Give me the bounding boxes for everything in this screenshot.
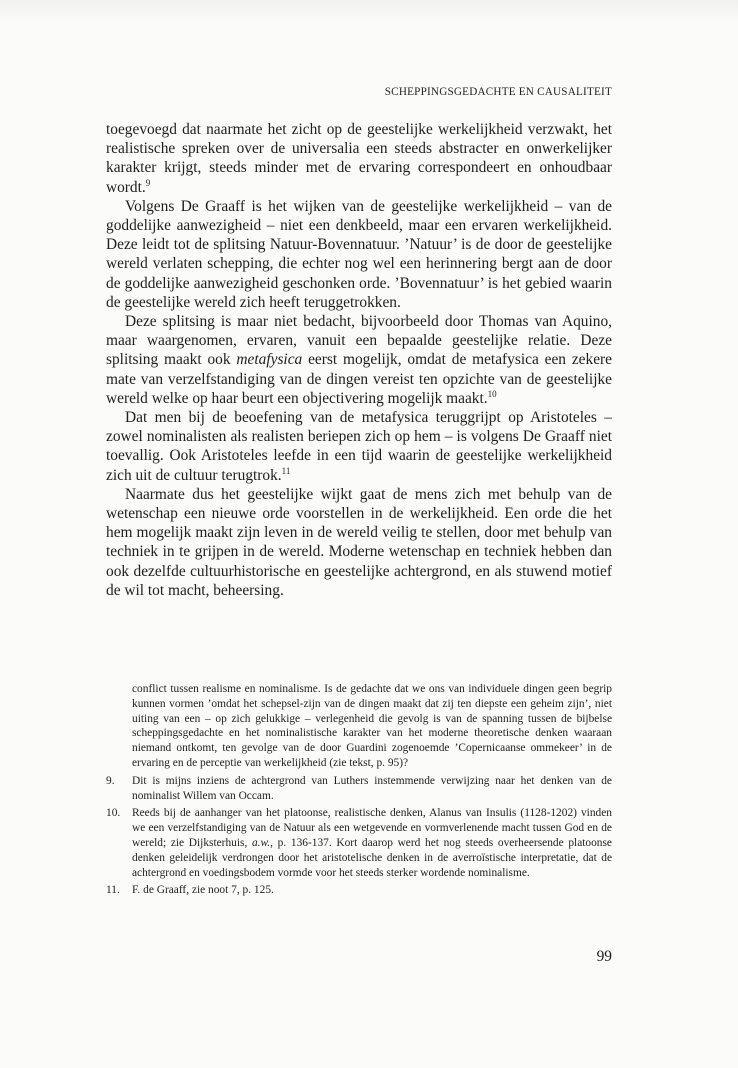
footnote <box>106 806 612 880</box>
footnote <box>106 774 612 804</box>
paragraph: Deze splitsing is maar niet bedacht, bijvoorbeeld door Thomas van Aquino, maar waargenomen, ervaren, vanuit een bepaalde geestelijke relatie. Deze splitsing maakt ook metafysica eerst mogelijk, omdat de metafysica een zekere mate van verzelfstandiging van de dingen vereist ten opzichte van de geestelijke wereld welke op haar beurt een objectivering mogelijk maakt.$^{10}$ <box>106 313 612 407</box>
main-text <box>106 120 612 600</box>
footnotes <box>106 682 612 901</box>
footnote-number: 11. <box>106 884 120 897</box>
paragraph: Naarmate dus het geestelijke wijkt gaat de mens zich met behulp van de wetenschap een nieuwe orde voorstellen in de werkelijkheid. Een orde die het hem mogelijk maakt zijn leven in de wereld veilig te stellen, door met behulp van techniek in te grijpen in de wereld. Moderne wetenschap en techniek hebben dan ook dezelfde cultuurhistorische en geestelijke achtergrond, en als stuwend motief de wil tot macht, beheersing. <box>106 485 612 599</box>
footnote-text: Dit is mijns inziens de achtergrond van Luthers instemmende verwijzing naar het denken van de nominalist Willem van Occam. <box>132 774 612 802</box>
paragraph: Dat men bij de beoefening van de metafysica teruggrijpt op Aristoteles – zowel nominalisten als realisten beriepen zich op hem – is volgens De Graaff niet toevallig. Ook Aristoteles leefde in een tijd waarin de geestelijke werkelijkheid zich uit de cultuur terugtrok.$^{11}$ <box>106 409 612 484</box>
running-header: SCHEPPINGSGEDACHTE EN CAUSALITEIT <box>384 86 612 98</box>
paragraph: toegevoegd dat naarmate het zicht op de geestelijke werkelijkheid verzwakt, het realistische spreken over de universalia een steeds abstracter en onwerkelijker karakter krijgt, steeds minder met de ervaring correspondeert en onhoudbaar wordt.$^9$ <box>106 121 612 196</box>
footnote-number: 9. <box>106 774 115 787</box>
footnote-reference[interactable]: 11 <box>281 465 291 476</box>
page-number: 99 <box>596 948 612 965</box>
footnote-text: F. de Graaff, zie noot 7, p. 125. <box>132 884 274 897</box>
scan-edge-shade <box>0 0 738 22</box>
footnote-continuation: conflict tussen realisme en nominalisme. Is de gedachte dat we ons van individuele dingen geen begrip kunnen vormen ’omdat het schepsel-zijn van de dingen maakt dat zij ten diepste een geheim zijn’, niet uiting van een – op zich gelukkige – verlegenheid die gevolg is van de spanning tussen de bijbelse scheppingsgedachte en het nominalistische karakter van het moderne theoretische denken waaraan niemand ontkomt, ten gevolge van de door Guardini zogenoemde ’Copernicaanse ommekeer’ in de ervaring en de perceptie van werkelijkheid (zie tekst, p. 95)? <box>132 683 612 769</box>
footnote-text: Reeds bij de aanhanger van het platoonse, realistische denken, Alanus van Insulis (1128-1202) vinden we een verzelfstandiging van de Natuur als een wetgevende en vormverlenende macht tussen God en de wereld; zie Dijksterhuis, a.w., p. 136-137. Kort daarop werd het nog steeds overheersende platoonse denken geleidelijk verdrongen door het aristotelische denken in de averroïstische interpretatie, dat de achtergrond en voedingsbodem vormde voor het steeds sterker wordende nominalisme. <box>132 807 612 879</box>
footnote-number: 10. <box>106 807 121 820</box>
footnote-reference[interactable]: 9 <box>145 177 151 188</box>
paragraph: Volgens De Graaff is het wijken van de geestelijke werkelijkheid – van de goddelijke aanwezigheid – niet een denkbeeld, maar een ervaren werkelijkheid. Deze leidt tot de splitsing Natuur-Bovennatuur. ’Natuur’ is de door de geestelijke wereld verlaten schepping, die echter nog wel een herinnering bergt aan de door de goddelijke aanwezigheid geschonken orde. ’Bovennatuur’ is het gebied waarin de geestelijke wereld zich heeft teruggetrokken. <box>106 197 612 311</box>
footnote <box>106 883 612 898</box>
footnote-reference[interactable]: 10 <box>487 388 497 399</box>
